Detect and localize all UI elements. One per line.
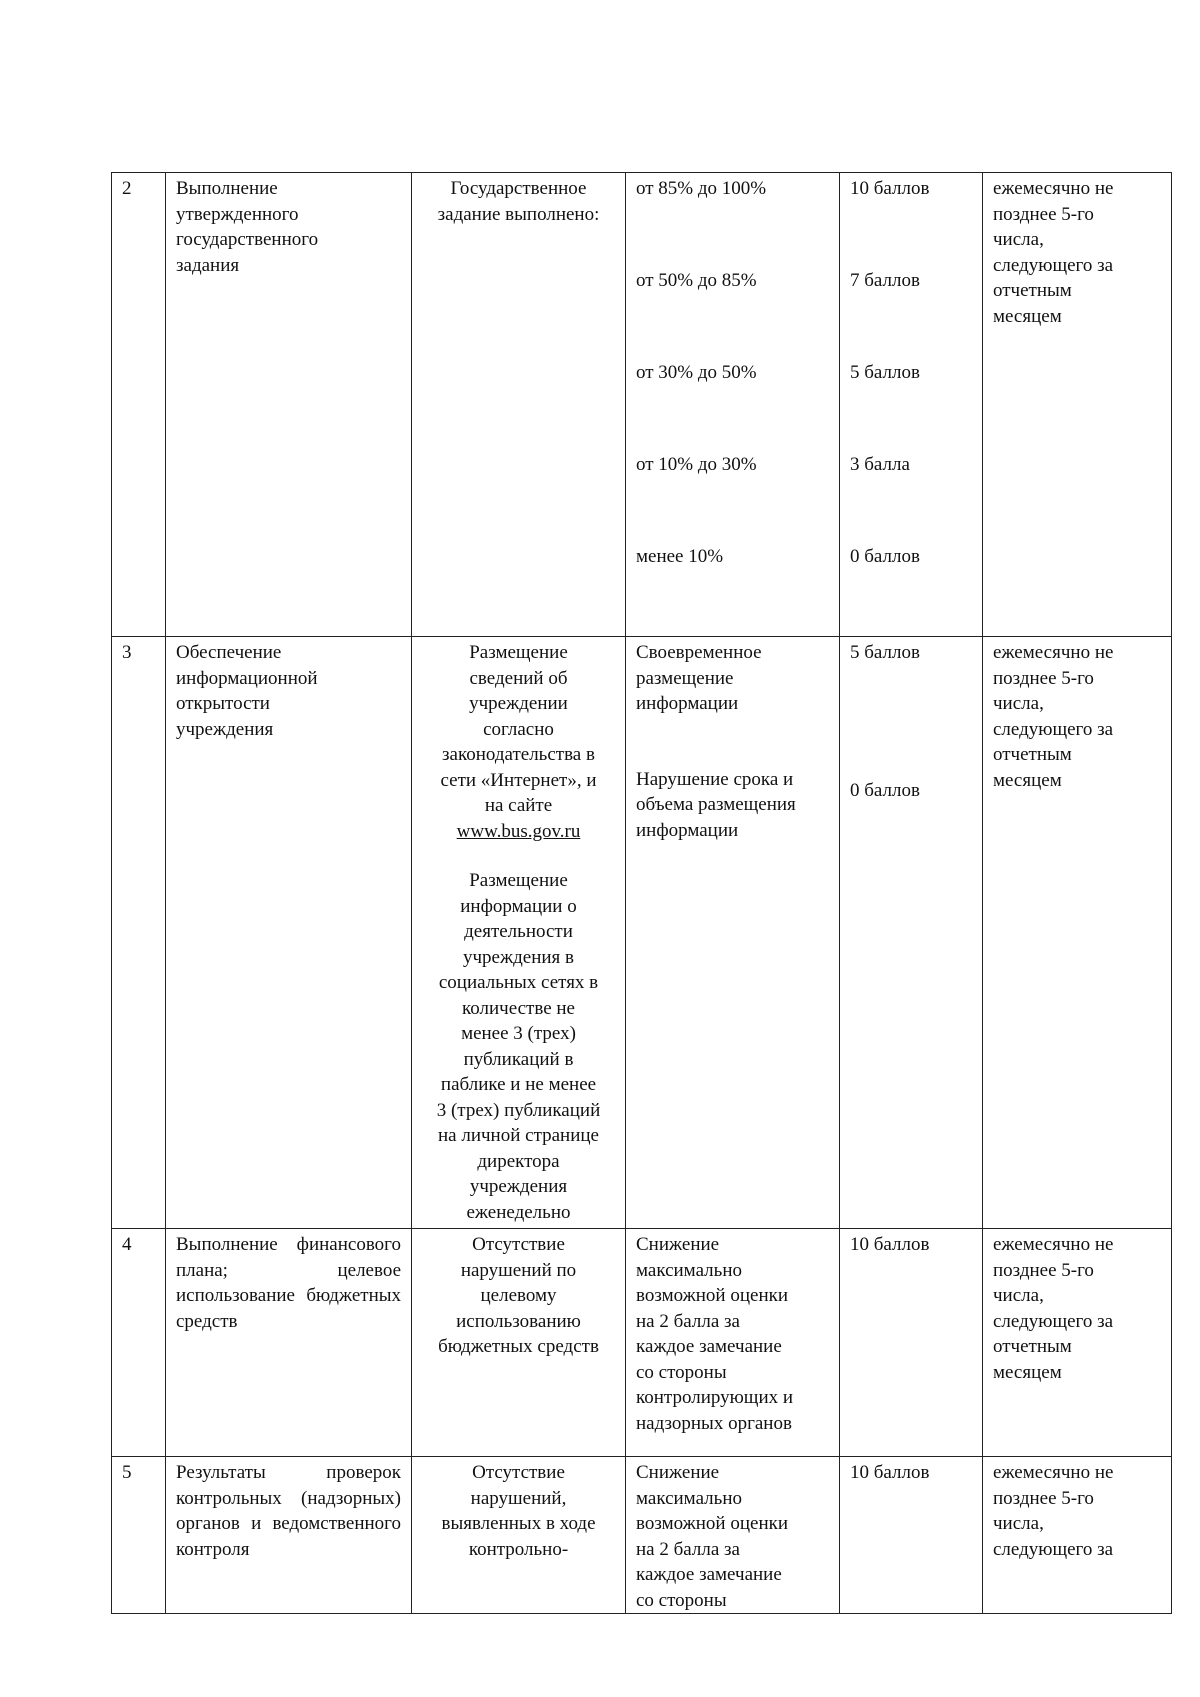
period-cell: ежемесячно не позднее 5-го числа, следующего за — [983, 1457, 1172, 1614]
condition-cell: Государственное задание выполнено: — [412, 173, 626, 637]
indicator-cell: Результаты проверок контрольных (надзорных) органов и ведомственного контроля — [166, 1457, 412, 1614]
criterion-cell — [626, 173, 840, 637]
points-cell — [840, 173, 983, 637]
criterion-cell: Своевременное размещение информации Нарушение срока и объема размещения информации — [626, 637, 840, 1229]
condition-cell: Отсутствие нарушений по целевому использованию бюджетных средств — [412, 1229, 626, 1457]
points-cell: 10 баллов — [840, 1457, 983, 1614]
criterion-cell: Снижение максимально возможной оценки на 2 балла за каждое замечание со стороны — [626, 1457, 840, 1614]
criteria-table — [111, 172, 1172, 1614]
tier-points: 0 баллов — [850, 546, 920, 567]
tier-points: 3 балла — [850, 454, 910, 475]
tier-points: 5 баллов — [850, 362, 920, 383]
criterion-cell: Снижение максимально возможной оценки на 2 балла за каждое замечание со стороны контролирующих и надзорных органов — [626, 1229, 840, 1457]
row-number: 4 — [112, 1229, 166, 1457]
table-row — [112, 173, 1172, 637]
points-cell: 10 баллов — [840, 1229, 983, 1457]
period-cell: ежемесячно не позднее 5-го числа, следующего за отчетным месяцем — [983, 173, 1172, 637]
table-row — [112, 637, 1172, 1229]
row-number: 2 — [112, 173, 166, 637]
period-cell: ежемесячно не позднее 5-го числа, следующего за отчетным месяцем — [983, 637, 1172, 1229]
row-number: 5 — [112, 1457, 166, 1614]
indicator-cell: Выполнение финансового плана; целевое использование бюджетных средств — [166, 1229, 412, 1457]
tier-points: 10 баллов — [850, 178, 930, 199]
period-cell: ежемесячно не позднее 5-го числа, следующего за отчетным месяцем — [983, 1229, 1172, 1457]
condition-cell: Отсутствие нарушений, выявленных в ходе контрольно- — [412, 1457, 626, 1614]
tier-points: 7 баллов — [850, 270, 920, 291]
points-cell: 5 баллов 0 баллов — [840, 637, 983, 1229]
table-row — [112, 1457, 1172, 1614]
tier-criterion: от 10% до 30% — [636, 454, 757, 475]
indicator-cell: Выполнение утвержденного государственного задания — [166, 173, 412, 637]
condition-cell: Размещение сведений об учреждении согласно законодательства в сети «Интернет», и на сайте www.bus.gov.ru Размещение информации о деятельности учреждения в социальных сетях в количестве не менее 3 (трех) публикаций в паблике и не менее 3 (трех) публикаций на личной странице директора учреждения еженедельно — [412, 637, 626, 1229]
tier-criterion: от 50% до 85% — [636, 270, 757, 291]
indicator-cell: Обеспечение информационной открытости учреждения — [166, 637, 412, 1229]
tier-criterion: от 30% до 50% — [636, 362, 757, 383]
bus-gov-link[interactable]: www.bus.gov.ru — [456, 820, 581, 842]
tier-criterion: от 85% до 100% — [636, 178, 767, 199]
tier-criterion: менее 10% — [636, 546, 724, 567]
table-row — [112, 1229, 1172, 1457]
row-number: 3 — [112, 637, 166, 1229]
